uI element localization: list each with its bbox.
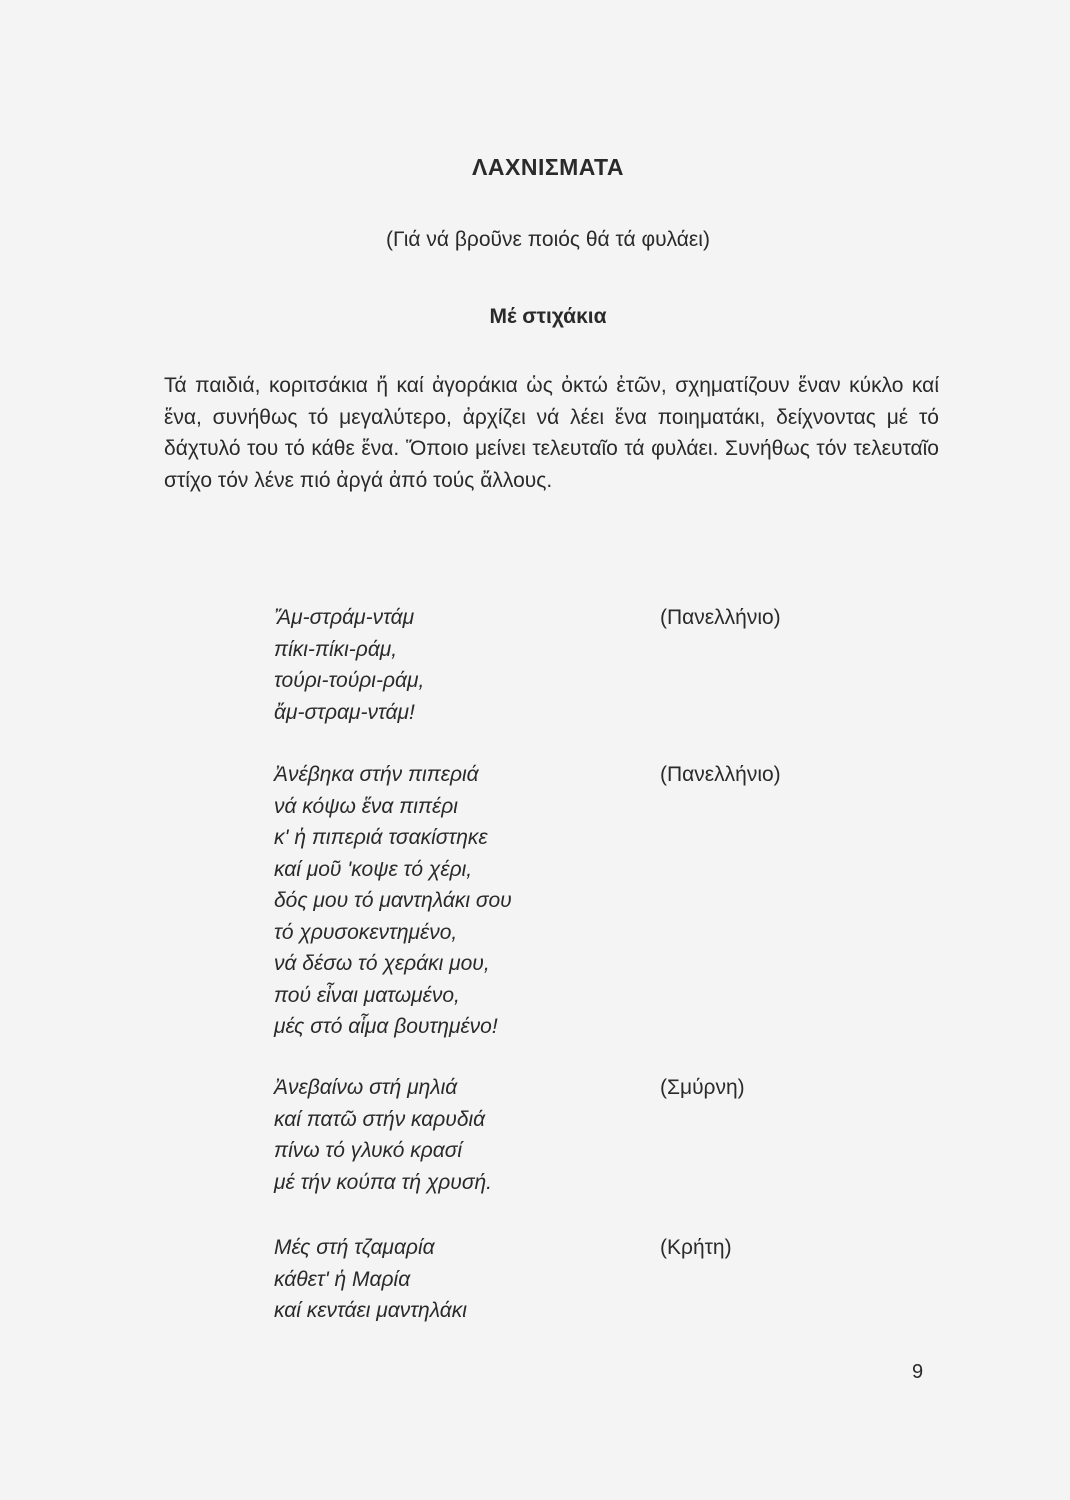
poem-lines [274, 1072, 994, 1198]
poem-lines [274, 602, 994, 728]
poem-line: τούρι-τούρι-ράμ, [274, 669, 425, 692]
page-number: 9 [912, 1361, 924, 1383]
intro-paragraph: Τά παιδιά, κοριτσάκια ἤ καί ἀγοράκια ὡς ὀκτώ ἐτῶν, σχηματίζουν ἕναν κύκλο καί ἕνα, συνήθως τό μεγαλύτερο, ἀρχίζει νά λέει ἕνα ποιηματάκι, δείχνοντας μέ τό δάχτυλό του τό κάθε ἕνα. Ὅποιο μείνει τελευταῖο τά φυλάει. Συνήθως τόν τελευταῖο στίχο τόν λένε πιό ἀργά ἀπό τούς ἄλλους. [164, 374, 939, 492]
section-heading: Μέ στιχάκια [489, 305, 607, 328]
page-subtitle: (Γιά νά βροῦνε ποιός θά τά φυλάει) [386, 228, 710, 251]
poem-origin: (Σμύρνη) [660, 1076, 745, 1099]
poem-line: δός μου τό μαντηλάκι σου [274, 889, 512, 912]
poem-line: Ἄμ-στράμ-ντάμ [274, 606, 415, 629]
poem-line: πίκι-πίκι-ράμ, [274, 637, 398, 661]
page-title: ΛΑΧΝΙΣΜΑΤΑ [472, 154, 624, 180]
poem-line: ἄμ-στραμ-ντάμ! [274, 700, 415, 724]
poem-4 [274, 1232, 994, 1327]
poem-line: μέ τήν κούπα τή χρυσή. [274, 1170, 493, 1194]
poem-line: πού εἶναι ματωμένο, [274, 983, 460, 1007]
poem-line: Ἀνεβαίνω στή μηλιά [274, 1076, 458, 1099]
poem-line: μές στό αἷμα βουτημένο! [274, 1015, 498, 1038]
poem-line: νά κόψω ἕνα πιπέρι [274, 794, 458, 818]
poem-origin: (Κρήτη) [660, 1236, 732, 1259]
poem-line: κάθετ' ἡ Μαρία [274, 1267, 411, 1291]
poem-line: καί μοῦ 'κοψε τό χέρι, [274, 857, 473, 881]
poem-line: νά δέσω τό χεράκι μου, [274, 952, 490, 975]
poem-2 [274, 759, 994, 1043]
poem-lines [274, 759, 994, 1043]
poem-origin: (Πανελλήνιο) [660, 763, 781, 786]
poem-origin: (Πανελλήνιο) [660, 606, 781, 629]
poem-line: πίνω τό γλυκό κρασί [274, 1139, 463, 1162]
poem-line: καί πατῶ στήν καρυδιά [274, 1107, 486, 1131]
poem-1 [274, 602, 994, 728]
poem-line: Μές στή τζαμαρία [274, 1236, 435, 1259]
poem-3 [274, 1072, 994, 1198]
poem-line: Ἀνέβηκα στήν πιπεριά [274, 763, 479, 786]
poem-line: τό χρυσοκεντημένο, [274, 920, 458, 944]
poem-line: κ' ἡ πιπεριά τσακίστηκε [274, 826, 488, 849]
poem-line: καί κεντάει μαντηλάκι [274, 1299, 467, 1322]
poem-lines [274, 1232, 994, 1327]
